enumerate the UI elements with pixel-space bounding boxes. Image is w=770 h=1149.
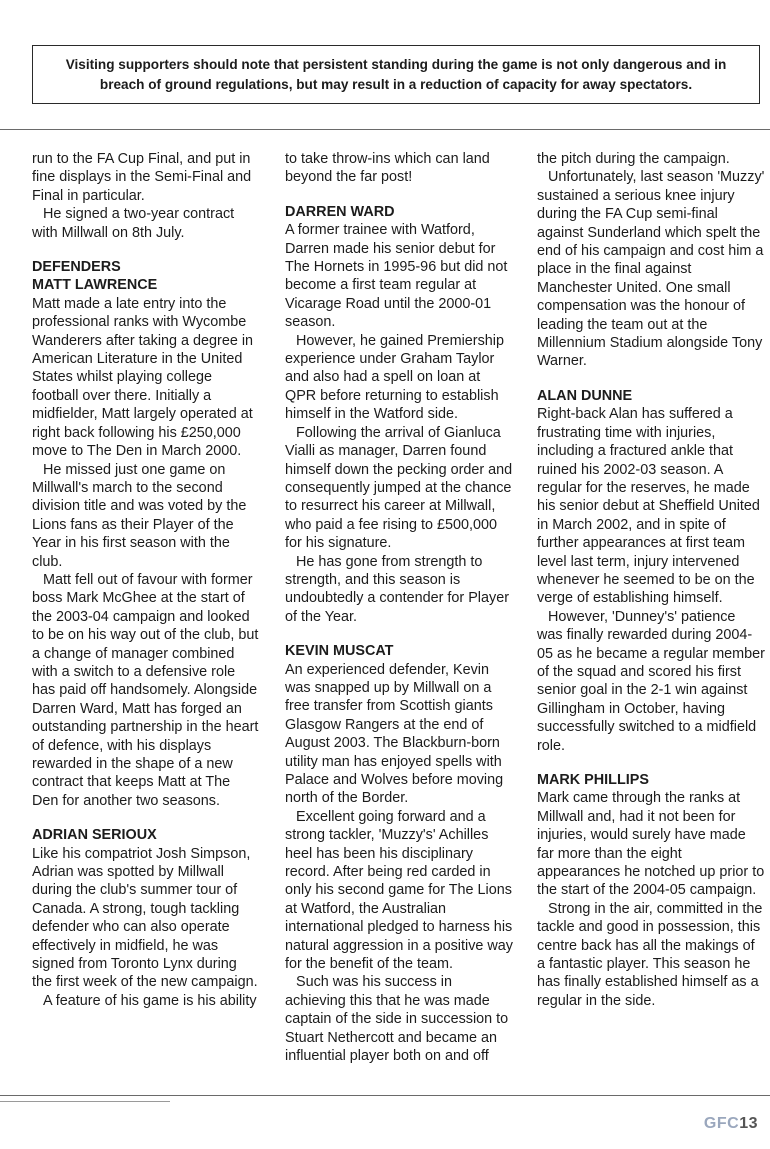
paragraph: Right-back Alan has suffered a frustrating time with injuries, including a fractured ankle that ruined his 2002-03 season. A regular for the reserves, he made his senior debut at Sheffield United in March 2002, and in spite of further appearances at first team level last term, injury intervened whenever he seemed to be on the verge of establishing himself. xyxy=(537,406,760,607)
paragraph: Strong in the air, committed in the tackle and good in possession, this centre back has all the makings of a fantastic player. This season he has finally established himself as a regular in the side. xyxy=(537,900,763,1009)
paragraph: However, he gained Premiership experience under Graham Taylor and also had a spell on loan at QPR before returning to establish himself in the Watford side. xyxy=(285,332,504,423)
paragraph: Such was his success in achieving this that he was made captain of the side in succession to Stuart Nethercott and became an influential player both on and off xyxy=(285,974,509,1065)
paragraph: A former trainee with Watford, Darren made his senior debut for The Hornets in 1995-96 but did not become a first team regular at Vicarage Road until the 2000-01 season. xyxy=(285,222,508,331)
paragraph: Matt made a late entry into the professional ranks with Wycombe Wanderers after taking a degree in American Literature in the United States whilst playing college football over there. Initially a midfielder, Matt largely operated at right back following his £250,000 move to The Den in March 2000. xyxy=(32,295,254,460)
page-number-prefix: GFC xyxy=(703,1115,740,1132)
player-heading-kevin-muscat: KEVIN MUSCAT xyxy=(285,643,394,660)
notice-text: Visiting supporters should note that persistent standing during the game is not only dangerous and in breach of ground regulations, but may result in a reduction of capacity for away spectators. xyxy=(65,56,727,92)
paragraph: Matt fell out of favour with former boss Mark McGhee at the start of the 2003-04 campaign and looked to be on his way out of the club, but a change of manager combined with a switch to a defensive role has paid off handsomely. Alongside Darren Ward, Matt has forged an outstanding partnership in the heart of defence, with his displays rewarded in the shape of a new contract that keeps Matt at The Den for another two seasons. xyxy=(32,571,259,809)
paragraph: Mark came through the ranks at Millwall and, had it not been for injuries, would surely have made far more than the eight appearances he notched up prior to the start of the 2004-05 campaign. xyxy=(537,790,765,899)
footer-rule xyxy=(0,1101,170,1102)
player-heading-matt-lawrence: MATT LAWRENCE xyxy=(32,277,158,294)
paragraph: run to the FA Cup Final, and put in fine displays in the Semi-Final and Final in particular. xyxy=(32,151,252,204)
paragraph: He missed just one game on Millwall's march to the second division title and was voted by the Lions fans as their Player of the Year in his first season with the club. xyxy=(32,461,247,570)
paragraph: However, 'Dunney's' patience was finally rewarded during 2004-05 as he became a regular member of the squad and scored his first senior goal in the 2-1 win against Gillingham in October, having successfully switched to a midfield role. xyxy=(537,608,765,754)
player-heading-adrian-serioux: ADRIAN SERIOUX xyxy=(32,827,157,844)
paragraph: Excellent going forward and a strong tackler, 'Muzzy's' Achilles heel has been his disciplinary record. After being red carded in only his second game for The Lions at Watford, the Australian international pledged to harness his natural aggression in a positive way for the benefit of the team. xyxy=(285,808,513,973)
article-column-3 xyxy=(537,150,765,1010)
page-number xyxy=(704,1115,758,1133)
paragraph: A feature of his game is his ability xyxy=(43,992,257,1009)
player-heading-darren-ward: DARREN WARD xyxy=(285,203,395,220)
visiting-supporters-notice xyxy=(32,45,760,104)
paragraph: He has gone from strength to strength, and this season is undoubtedly a contender for Player of the Year. xyxy=(285,553,510,625)
paragraph: Like his compatriot Josh Simpson, Adrian was spotted by Millwall during the club's summer tour of Canada. A strong, tough tackling defender who can also operate effectively in midfield, he was signed from Toronto Lynx during the first week of the new campaign. xyxy=(32,845,258,991)
bottom-divider xyxy=(0,1095,770,1096)
player-heading-mark-phillips: MARK PHILLIPS xyxy=(537,772,649,788)
player-heading-alan-dunne: ALAN DUNNE xyxy=(537,387,633,404)
section-heading-defenders: DEFENDERS xyxy=(32,259,121,276)
paragraph: to take throw-ins which can land beyond the far post! xyxy=(285,151,490,186)
article-column-2 xyxy=(285,150,513,1066)
paragraph: An experienced defender, Kevin was snapped up by Millwall on a free transfer from Scottish giants Glasgow Rangers at the end of August 2003. The Blackburn-born utility man has enjoyed spells with Palace and Wolves before moving north of the Border. xyxy=(285,661,504,807)
paragraph: He signed a two-year contract with Millwall on 8th July. xyxy=(32,206,235,241)
page-number-value: 13 xyxy=(739,1115,758,1132)
top-divider xyxy=(0,129,770,130)
article-column-1 xyxy=(32,150,260,1010)
paragraph: Following the arrival of Gianluca Vialli as manager, Darren found himself down the pecking order and consequently jumped at the chance to resurrect his career at Millwall, who paid a fee rising to £500,000 for his signature. xyxy=(285,424,513,552)
paragraph: the pitch during the campaign. xyxy=(537,151,730,167)
paragraph: Unfortunately, last season 'Muzzy' sustained a serious knee injury during the FA Cup semi-final against Sunderland which spelt the end of his campaign and cost him a place in the final against Manchester United. One small compensation was the honour of leading the team out at the Millennium Stadium alongside Tony Warner. xyxy=(537,169,765,370)
